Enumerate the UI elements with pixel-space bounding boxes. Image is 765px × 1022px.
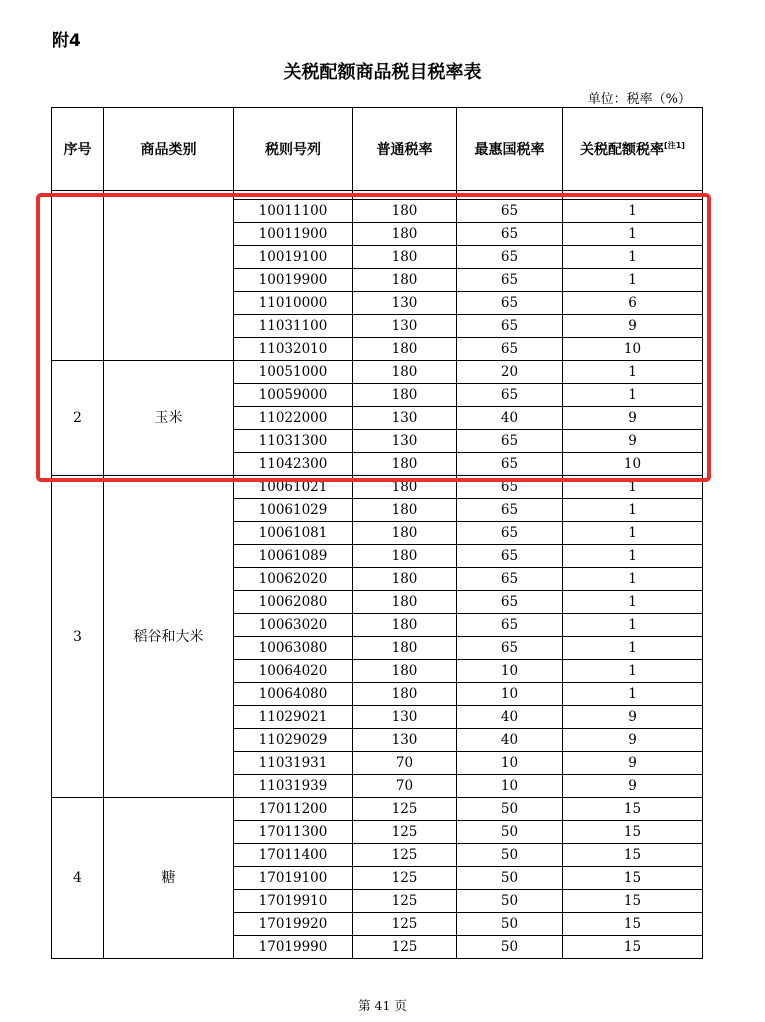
general-rate-cell: 180	[353, 568, 457, 591]
tariff-code-cell: 11029021	[234, 706, 353, 729]
tariff-code-cell: 10062020	[234, 568, 353, 591]
gap-cell	[353, 191, 457, 200]
quota-rate-cell: 9	[563, 729, 703, 752]
header-tariff-code: 税则号列	[234, 108, 353, 191]
general-rate-cell: 125	[353, 890, 457, 913]
mfn-rate-cell: 65	[457, 246, 563, 269]
mfn-rate-cell: 40	[457, 706, 563, 729]
annex-label: 附4	[52, 31, 81, 51]
group-category: 玉米	[104, 361, 234, 476]
tariff-code-cell: 17019910	[234, 890, 353, 913]
quota-rate-cell: 1	[563, 384, 703, 407]
group-seq	[52, 191, 104, 361]
mfn-rate-cell: 65	[457, 269, 563, 292]
tariff-code-cell: 11031300	[234, 430, 353, 453]
general-rate-cell: 125	[353, 936, 457, 959]
quota-rate-cell: 1	[563, 683, 703, 706]
tariff-code-cell: 11029029	[234, 729, 353, 752]
tariff-code-cell: 10061029	[234, 499, 353, 522]
tariff-code-cell: 10061089	[234, 545, 353, 568]
tariff-code-cell: 11042300	[234, 453, 353, 476]
general-rate-cell: 180	[353, 660, 457, 683]
general-rate-cell: 130	[353, 430, 457, 453]
quota-rate-cell: 1	[563, 637, 703, 660]
tariff-code-cell: 17011200	[234, 798, 353, 821]
mfn-rate-cell: 65	[457, 545, 563, 568]
quota-rate-cell: 15	[563, 844, 703, 867]
group-category	[104, 191, 234, 361]
mfn-rate-cell: 65	[457, 453, 563, 476]
quota-rate-cell: 15	[563, 913, 703, 936]
general-rate-cell: 130	[353, 292, 457, 315]
mfn-rate-cell: 50	[457, 913, 563, 936]
general-rate-cell: 180	[353, 683, 457, 706]
quota-rate-cell: 1	[563, 545, 703, 568]
tariff-code-cell: 10019900	[234, 269, 353, 292]
mfn-rate-cell: 65	[457, 568, 563, 591]
tariff-code-cell: 17019100	[234, 867, 353, 890]
mfn-rate-cell: 40	[457, 729, 563, 752]
group-seq: 2	[52, 361, 104, 476]
quota-rate-cell: 1	[563, 269, 703, 292]
mfn-rate-cell: 10	[457, 752, 563, 775]
general-rate-cell: 125	[353, 821, 457, 844]
general-rate-cell: 180	[353, 384, 457, 407]
quota-rate-cell: 1	[563, 246, 703, 269]
mfn-rate-cell: 65	[457, 338, 563, 361]
quota-rate-cell: 10	[563, 338, 703, 361]
mfn-rate-cell: 50	[457, 844, 563, 867]
quota-rate-cell: 1	[563, 660, 703, 683]
table-row	[52, 798, 703, 821]
general-rate-cell: 70	[353, 752, 457, 775]
quota-rate-cell: 9	[563, 706, 703, 729]
general-rate-cell: 180	[353, 246, 457, 269]
tariff-code-cell: 11031939	[234, 775, 353, 798]
general-rate-cell: 125	[353, 798, 457, 821]
tariff-code-cell: 11031100	[234, 315, 353, 338]
quota-rate-cell: 9	[563, 407, 703, 430]
general-rate-cell: 180	[353, 453, 457, 476]
general-rate-cell: 125	[353, 844, 457, 867]
quota-rate-cell: 1	[563, 200, 703, 223]
mfn-rate-cell: 65	[457, 637, 563, 660]
header-gap-row	[52, 191, 703, 200]
tariff-code-cell: 10062080	[234, 591, 353, 614]
tariff-code-cell: 10059000	[234, 384, 353, 407]
general-rate-cell: 180	[353, 614, 457, 637]
mfn-rate-cell: 65	[457, 614, 563, 637]
quota-rate-cell: 1	[563, 223, 703, 246]
mfn-rate-cell: 65	[457, 315, 563, 338]
group-category: 糖	[104, 798, 234, 959]
quota-rate-cell: 1	[563, 476, 703, 499]
table-row	[52, 476, 703, 499]
mfn-rate-cell: 65	[457, 223, 563, 246]
mfn-rate-cell: 65	[457, 476, 563, 499]
tariff-code-cell: 10064080	[234, 683, 353, 706]
quota-rate-cell: 15	[563, 867, 703, 890]
gap-cell	[234, 191, 353, 200]
tariff-code-cell: 10061021	[234, 476, 353, 499]
table-row	[52, 361, 703, 384]
tariff-code-cell: 17019990	[234, 936, 353, 959]
tariff-code-cell: 17011300	[234, 821, 353, 844]
tariff-code-cell: 17011400	[234, 844, 353, 867]
tariff-code-cell: 10063020	[234, 614, 353, 637]
general-rate-cell: 180	[353, 200, 457, 223]
tariff-code-cell: 11031931	[234, 752, 353, 775]
general-rate-cell: 130	[353, 706, 457, 729]
group-seq: 4	[52, 798, 104, 959]
quota-rate-cell: 1	[563, 568, 703, 591]
gap-cell	[457, 191, 563, 200]
tariff-code-cell: 10051000	[234, 361, 353, 384]
tariff-code-cell: 11032010	[234, 338, 353, 361]
mfn-rate-cell: 40	[457, 407, 563, 430]
unit-note: 单位：税率（%）	[587, 92, 691, 107]
header-quota-rate-label: 关税配额税率	[580, 142, 665, 158]
general-rate-cell: 130	[353, 315, 457, 338]
quota-rate-cell: 15	[563, 821, 703, 844]
group-seq: 3	[52, 476, 104, 798]
general-rate-cell: 70	[353, 775, 457, 798]
quota-rate-cell: 15	[563, 890, 703, 913]
quota-rate-cell: 6	[563, 292, 703, 315]
mfn-rate-cell: 65	[457, 200, 563, 223]
quota-rate-cell: 1	[563, 361, 703, 384]
mfn-rate-cell: 65	[457, 522, 563, 545]
mfn-rate-cell: 65	[457, 591, 563, 614]
general-rate-cell: 180	[353, 499, 457, 522]
general-rate-cell: 180	[353, 637, 457, 660]
general-rate-cell: 180	[353, 223, 457, 246]
tariff-rate-table	[51, 107, 703, 959]
quota-rate-cell: 9	[563, 430, 703, 453]
header-quota-note: [注1]	[664, 141, 685, 150]
tariff-code-cell: 10019100	[234, 246, 353, 269]
general-rate-cell: 125	[353, 913, 457, 936]
general-rate-cell: 180	[353, 269, 457, 292]
quota-rate-cell: 1	[563, 591, 703, 614]
header-row	[52, 108, 703, 191]
tariff-code-cell: 11022000	[234, 407, 353, 430]
page-number: 第 41 页	[358, 998, 407, 1013]
table-body	[52, 191, 703, 959]
mfn-rate-cell: 50	[457, 821, 563, 844]
quota-rate-cell: 15	[563, 798, 703, 821]
gap-cell	[563, 191, 703, 200]
quota-rate-cell: 1	[563, 614, 703, 637]
tariff-code-cell: 11010000	[234, 292, 353, 315]
group-category: 稻谷和大米	[104, 476, 234, 798]
quota-rate-cell: 9	[563, 315, 703, 338]
mfn-rate-cell: 50	[457, 798, 563, 821]
header-seq: 序号	[52, 108, 104, 191]
mfn-rate-cell: 10	[457, 775, 563, 798]
general-rate-cell: 180	[353, 591, 457, 614]
general-rate-cell: 130	[353, 729, 457, 752]
tariff-code-cell: 10063080	[234, 637, 353, 660]
header-mfn-rate: 最惠国税率	[457, 108, 563, 191]
quota-rate-cell: 15	[563, 936, 703, 959]
general-rate-cell: 125	[353, 867, 457, 890]
mfn-rate-cell: 50	[457, 936, 563, 959]
mfn-rate-cell: 10	[457, 683, 563, 706]
mfn-rate-cell: 20	[457, 361, 563, 384]
tariff-code-cell: 10011100	[234, 200, 353, 223]
tariff-code-cell: 17019920	[234, 913, 353, 936]
mfn-rate-cell: 10	[457, 660, 563, 683]
page-title: 关税配额商品税目税率表	[283, 62, 482, 83]
quota-rate-cell: 1	[563, 499, 703, 522]
tariff-code-cell: 10011900	[234, 223, 353, 246]
header-quota-rate	[563, 108, 703, 191]
mfn-rate-cell: 50	[457, 890, 563, 913]
general-rate-cell: 180	[353, 545, 457, 568]
header-general-rate: 普通税率	[353, 108, 457, 191]
tariff-code-cell: 10061081	[234, 522, 353, 545]
quota-rate-cell: 10	[563, 453, 703, 476]
tariff-code-cell: 10064020	[234, 660, 353, 683]
quota-rate-cell: 1	[563, 522, 703, 545]
quota-rate-cell: 9	[563, 752, 703, 775]
general-rate-cell: 130	[353, 407, 457, 430]
mfn-rate-cell: 65	[457, 499, 563, 522]
header-category: 商品类别	[104, 108, 234, 191]
quota-rate-cell: 9	[563, 775, 703, 798]
mfn-rate-cell: 65	[457, 292, 563, 315]
mfn-rate-cell: 65	[457, 384, 563, 407]
mfn-rate-cell: 50	[457, 867, 563, 890]
general-rate-cell: 180	[353, 476, 457, 499]
general-rate-cell: 180	[353, 522, 457, 545]
mfn-rate-cell: 65	[457, 430, 563, 453]
general-rate-cell: 180	[353, 338, 457, 361]
general-rate-cell: 180	[353, 361, 457, 384]
